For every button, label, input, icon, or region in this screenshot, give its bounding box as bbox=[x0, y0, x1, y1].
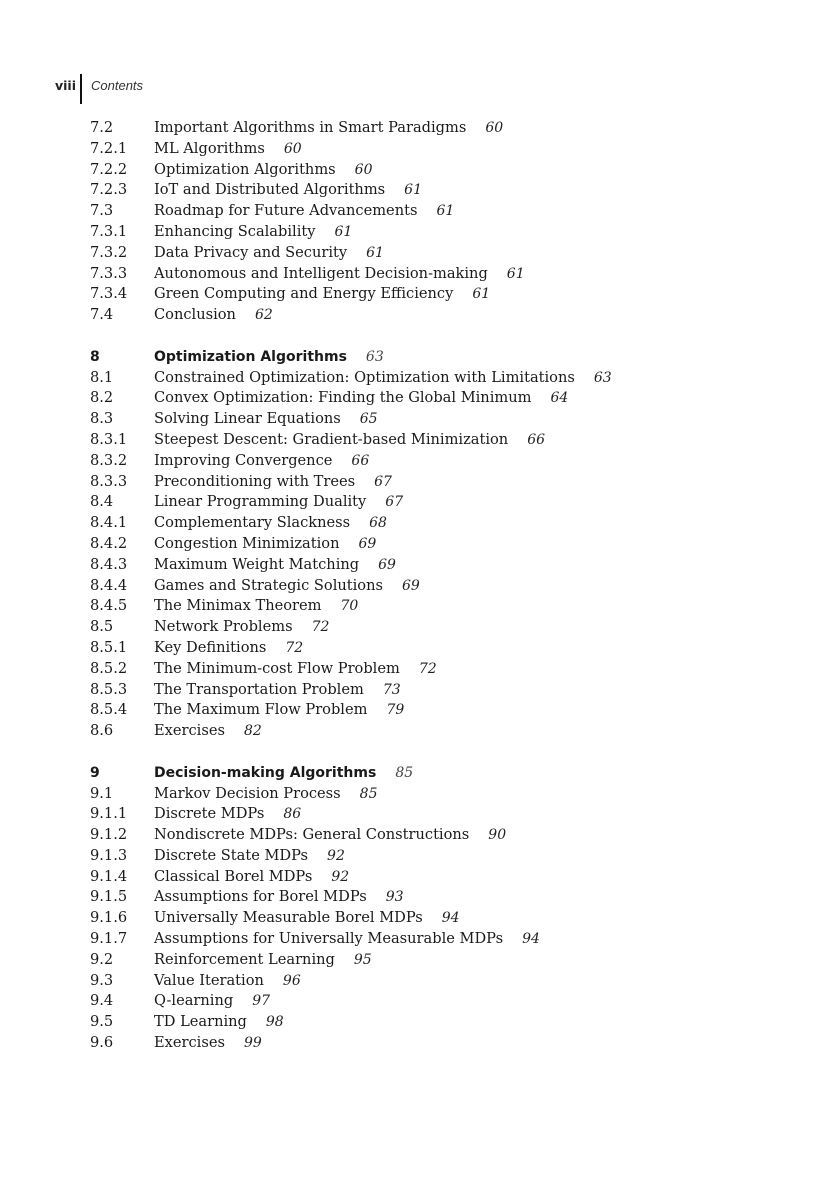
toc-entry-number: 8.4.5 bbox=[90, 597, 128, 615]
toc-entry bbox=[90, 638, 810, 659]
toc-entry-number: 8.3.1 bbox=[90, 430, 128, 448]
toc-entry bbox=[90, 534, 810, 555]
toc-entry bbox=[90, 555, 810, 576]
toc-entry-title: Convex Optimization: Finding the Global Minimum bbox=[154, 389, 532, 407]
toc-entry-number: 8 bbox=[90, 348, 100, 365]
toc-entry bbox=[90, 430, 810, 451]
toc-entry-page: 79 bbox=[386, 702, 405, 719]
toc-entry-page: 60 bbox=[283, 140, 302, 157]
toc-entry-title: The Maximum Flow Problem bbox=[154, 701, 368, 719]
toc-entry bbox=[90, 305, 810, 326]
toc-entry-page: 61 bbox=[404, 182, 422, 199]
toc-entry-number: 7.3.4 bbox=[90, 285, 128, 303]
toc-entry bbox=[90, 513, 810, 534]
toc-entry-page: 65 bbox=[359, 411, 378, 428]
toc-entry bbox=[90, 784, 810, 805]
toc-entry-title: Autonomous and Intelligent Decision-making bbox=[154, 264, 488, 282]
toc-entry-title: Maximum Weight Matching bbox=[154, 555, 360, 573]
toc-entry-page: 92 bbox=[327, 847, 345, 864]
toc-entry bbox=[90, 950, 810, 971]
toc-entry-number: 7.2.3 bbox=[90, 181, 128, 199]
toc-entry-page: 67 bbox=[374, 473, 392, 490]
toc-entry-page: 98 bbox=[265, 1014, 284, 1031]
toc-entry-title: Decision-making Algorithms bbox=[154, 764, 377, 781]
toc-entry-number: 7.3 bbox=[90, 202, 114, 220]
toc-entry-title: Data Privacy and Security bbox=[154, 243, 348, 261]
toc-entry-title: Key Definitions bbox=[154, 638, 267, 656]
toc-entry-page: 72 bbox=[285, 639, 304, 656]
toc-entry-title: Assumptions for Universally Measurable MDPs bbox=[154, 930, 504, 948]
toc-entry-title: Preconditioning with Trees bbox=[154, 472, 356, 490]
toc-entry bbox=[90, 825, 810, 846]
toc-entry-title: Discrete State MDPs bbox=[154, 846, 309, 864]
toc-entry-page: 73 bbox=[382, 681, 401, 698]
toc-entry-page: 62 bbox=[254, 307, 273, 324]
toc-entry-page: 72 bbox=[418, 660, 437, 677]
toc-entry-title: Games and Strategic Solutions bbox=[154, 576, 383, 594]
toc-entry-page: 72 bbox=[311, 619, 330, 636]
toc-entry-title: Assumptions for Borel MDPs bbox=[154, 888, 367, 906]
toc-entry-page: 60 bbox=[485, 120, 504, 136]
toc-entry bbox=[90, 180, 810, 201]
toc-entry bbox=[90, 139, 810, 160]
toc-entry-number: 8.5.3 bbox=[90, 680, 128, 698]
toc-entry-number: 7.3.1 bbox=[90, 222, 128, 240]
toc-entry bbox=[90, 700, 810, 721]
toc-entry-page: 61 bbox=[506, 265, 525, 282]
toc-entry-page: 63 bbox=[365, 348, 384, 365]
toc-entry-title: Reinforcement Learning bbox=[154, 950, 335, 968]
toc-entry-page: 69 bbox=[378, 556, 396, 573]
toc-entry bbox=[90, 846, 810, 867]
toc-entry-number: 8.4.1 bbox=[90, 514, 128, 532]
toc-entry-page: 94 bbox=[522, 931, 540, 948]
toc-entry-page: 96 bbox=[282, 972, 301, 989]
toc-entry bbox=[90, 908, 810, 929]
toc-entry-title: Improving Convergence bbox=[154, 451, 333, 469]
toc-entry-title: ML Algorithms bbox=[154, 139, 265, 157]
toc-entry-title: Conclusion bbox=[154, 306, 236, 324]
toc-entry bbox=[90, 680, 810, 701]
toc-entry-number: 9.1.1 bbox=[90, 805, 128, 823]
toc-entry-number: 7.3.3 bbox=[90, 264, 128, 282]
toc-entry-page: 69 bbox=[401, 577, 420, 594]
toc-entry-page: 99 bbox=[243, 1035, 262, 1052]
toc-entry-title: Discrete MDPs bbox=[154, 805, 265, 823]
toc-entry-number: 9.1.5 bbox=[90, 888, 128, 906]
toc-entry-page: 92 bbox=[331, 868, 350, 885]
toc-entry-number: 9.3 bbox=[90, 971, 114, 989]
toc-entry-page: 61 bbox=[334, 223, 353, 240]
toc-entry bbox=[90, 804, 810, 825]
toc-entry-number: 9.1.7 bbox=[90, 930, 128, 948]
toc-entry-title: The Transportation Problem bbox=[154, 680, 364, 698]
toc-entry-number: 9 bbox=[90, 764, 100, 781]
toc-entry-page: 64 bbox=[550, 390, 569, 407]
toc-chapter-entry bbox=[90, 763, 810, 784]
toc-entry-number: 9.1.6 bbox=[90, 909, 128, 927]
toc-entry-title: Q-learning bbox=[154, 992, 234, 1010]
toc-entry-page: 67 bbox=[385, 494, 404, 511]
toc-entry-number: 9.5 bbox=[90, 1013, 114, 1031]
toc-entry-title: Network Problems bbox=[154, 618, 293, 636]
toc-group bbox=[90, 118, 810, 326]
toc-entry-number: 8.4 bbox=[90, 493, 114, 511]
toc-entry-page: 86 bbox=[283, 806, 302, 823]
toc-entry-title: Nondiscrete MDPs: General Constructions bbox=[154, 826, 470, 844]
toc-entry-number: 8.5.2 bbox=[90, 659, 128, 677]
toc-entry bbox=[90, 118, 810, 139]
toc-entry-number: 8.4.4 bbox=[90, 576, 128, 594]
toc-entry-title: Exercises bbox=[154, 722, 225, 740]
toc-entry-number: 8.3.2 bbox=[90, 451, 128, 469]
toc-entry-number: 8.4.2 bbox=[90, 534, 128, 552]
toc-entry-number: 8.5.1 bbox=[90, 638, 128, 656]
toc-entry-title: Universally Measurable Borel MDPs bbox=[154, 909, 423, 927]
toc-entry-page: 63 bbox=[593, 369, 612, 386]
toc-entry bbox=[90, 1033, 810, 1054]
toc-entry-title: The Minimax Theorem bbox=[154, 597, 322, 615]
toc-entry-title: Classical Borel MDPs bbox=[154, 867, 313, 885]
toc-entry-page: 66 bbox=[527, 431, 546, 448]
toc-entry-page: 61 bbox=[366, 244, 384, 261]
toc-entry-number: 9.4 bbox=[90, 992, 114, 1010]
toc-entry-title: Constrained Optimization: Optimization with Limitations bbox=[154, 368, 575, 386]
toc-entry bbox=[90, 451, 810, 472]
toc-entry-number: 9.6 bbox=[90, 1034, 114, 1052]
toc-entry-number: 7.2.1 bbox=[90, 139, 128, 157]
toc-entry-number: 9.1.4 bbox=[90, 867, 128, 885]
toc-entry bbox=[90, 721, 810, 742]
toc-entry bbox=[90, 264, 810, 285]
toc-entry-title: Important Algorithms in Smart Paradigms bbox=[154, 119, 467, 136]
toc-entry-title: Complementary Slackness bbox=[154, 514, 351, 532]
toc-entry bbox=[90, 929, 810, 950]
toc-entry bbox=[90, 617, 810, 638]
toc-entry-page: 68 bbox=[369, 515, 387, 532]
toc-entry-number: 8.5 bbox=[90, 618, 114, 636]
toc-entry-title: The Minimum-cost Flow Problem bbox=[154, 659, 400, 677]
toc-entry-page: 97 bbox=[252, 993, 271, 1010]
toc-entry-page: 69 bbox=[358, 535, 377, 552]
toc-entry-number: 7.3.2 bbox=[90, 243, 128, 261]
toc-entry-title: Green Computing and Energy Efficiency bbox=[154, 285, 454, 303]
toc-entry bbox=[90, 243, 810, 264]
toc-entry-title: Congestion Minimization bbox=[154, 534, 340, 552]
toc-entry-page: 61 bbox=[472, 286, 491, 303]
toc-entry-title: TD Learning bbox=[154, 1013, 247, 1031]
toc-entry-title: Optimization Algorithms bbox=[154, 348, 347, 365]
toc-entry-title: Steepest Descent: Gradient-based Minimization bbox=[154, 430, 509, 448]
toc-entry bbox=[90, 284, 810, 305]
toc-entry bbox=[90, 659, 810, 680]
toc-entry-page: 85 bbox=[359, 785, 378, 802]
toc-entry-page: 94 bbox=[441, 910, 460, 927]
toc-entry-page: 66 bbox=[351, 452, 370, 469]
toc-entry-number: 9.2 bbox=[90, 950, 114, 968]
toc-entry bbox=[90, 887, 810, 908]
toc-entry-number: 8.4.3 bbox=[90, 555, 128, 573]
toc-group bbox=[90, 347, 810, 742]
toc-entry bbox=[90, 472, 810, 493]
toc-entry-number: 8.3 bbox=[90, 410, 114, 428]
toc-entry-number: 8.5.4 bbox=[90, 701, 128, 719]
running-head bbox=[55, 74, 143, 104]
toc-entry-number: 8.6 bbox=[90, 722, 114, 740]
toc-entry-title: Solving Linear Equations bbox=[154, 410, 341, 428]
toc-entry bbox=[90, 596, 810, 617]
toc-entry-title: Roadmap for Future Advancements bbox=[154, 202, 418, 220]
toc-entry bbox=[90, 368, 810, 389]
toc-group bbox=[90, 763, 810, 1054]
toc-entry-number: 7.2 bbox=[90, 119, 114, 136]
header-rule bbox=[80, 74, 82, 104]
toc-entry-page: 61 bbox=[436, 203, 455, 220]
running-head-title: Contents bbox=[91, 78, 144, 93]
toc-entry bbox=[90, 576, 810, 597]
toc-entry-number: 9.1 bbox=[90, 784, 114, 802]
toc-entry bbox=[90, 222, 810, 243]
toc-entry bbox=[90, 867, 810, 888]
toc-chapter-entry bbox=[90, 347, 810, 368]
toc-entry-page: 95 bbox=[353, 951, 372, 968]
toc-entry bbox=[90, 991, 810, 1012]
toc-entry-number: 8.3.3 bbox=[90, 472, 128, 490]
toc-entry bbox=[90, 492, 810, 513]
toc-entry bbox=[90, 971, 810, 992]
table-of-contents bbox=[90, 118, 810, 1054]
toc-entry bbox=[90, 388, 810, 409]
toc-entry-page: 90 bbox=[488, 827, 507, 844]
toc-entry bbox=[90, 1012, 810, 1033]
toc-entry-page: 60 bbox=[354, 161, 373, 178]
toc-entry-number: 8.2 bbox=[90, 389, 114, 407]
toc-entry-title: Exercises bbox=[154, 1034, 225, 1052]
toc-entry bbox=[90, 160, 810, 181]
toc-entry-page: 82 bbox=[243, 723, 262, 740]
toc-entry-number: 7.4 bbox=[90, 306, 114, 324]
toc-entry-number: 9.1.2 bbox=[90, 826, 128, 844]
toc-entry-title: Linear Programming Duality bbox=[154, 493, 367, 511]
toc-entry-title: Value Iteration bbox=[154, 971, 264, 989]
toc-entry-page: 70 bbox=[340, 598, 359, 615]
toc-entry bbox=[90, 201, 810, 222]
toc-entry-title: Enhancing Scalability bbox=[154, 222, 316, 240]
toc-entry-number: 8.1 bbox=[90, 368, 114, 386]
toc-entry-number: 9.1.3 bbox=[90, 846, 128, 864]
toc-entry-page: 93 bbox=[385, 889, 404, 906]
toc-entry bbox=[90, 409, 810, 430]
page-number: viii bbox=[55, 78, 77, 93]
toc-entry-title: Optimization Algorithms bbox=[154, 160, 336, 178]
toc-entry-title: Markov Decision Process bbox=[154, 784, 341, 802]
toc-entry-title: IoT and Distributed Algorithms bbox=[154, 181, 386, 199]
toc-entry-number: 7.2.2 bbox=[90, 160, 128, 178]
toc-entry-page: 85 bbox=[395, 764, 414, 781]
